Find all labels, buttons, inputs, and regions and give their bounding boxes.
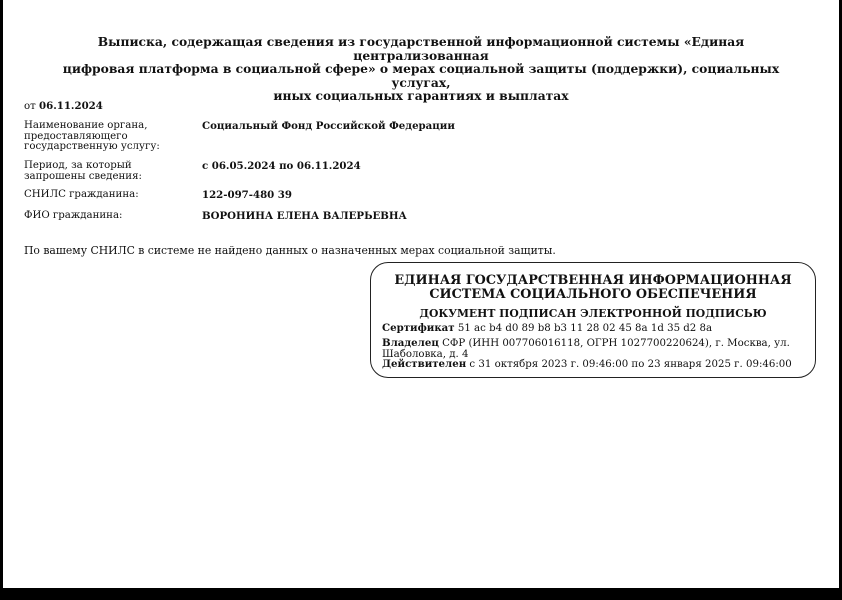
- stamp-certificate: [382, 323, 792, 334]
- date-value: 06.11.2024: [39, 100, 103, 112]
- field-label-period: Период, за который запрошены сведения:: [24, 160, 142, 182]
- title-line: Выписка, содержащая сведения из государственной информационной системы «Единая централизованная: [97, 34, 745, 63]
- document-date: [24, 100, 103, 112]
- owner-value: СФР (ИНН 007706016118, ОГРН 1027700220624), г. Москва, ул. Шаболовка, д. 4: [382, 338, 790, 360]
- field-value-agency: Социальный Фонд Российской Федерации: [202, 120, 455, 132]
- title-line: иных социальных гарантиях и выплатах: [273, 88, 569, 103]
- stamp-title-line: ЕДИНАЯ ГОСУДАРСТВЕННАЯ ИНФОРМАЦИОННАЯ: [394, 273, 792, 288]
- field-value-period: с 06.05.2024 по 06.11.2024: [202, 160, 361, 172]
- document-title: [33, 35, 809, 103]
- stamp-title: [371, 274, 815, 302]
- field-value-fio: ВОРОНИНА ЕЛЕНА ВАЛЕРЬЕВНА: [202, 210, 407, 222]
- notice-text: По вашему СНИЛС в системе не найдено данных о назначенных мерах социальной защиты.: [24, 244, 556, 257]
- stamp-owner: [382, 338, 792, 360]
- field-value-snils: 122-097-480 39: [202, 189, 292, 201]
- owner-label: Владелец: [382, 337, 439, 349]
- stamp-validity: [382, 359, 792, 370]
- stamp-title-line: СИСТЕМА СОЦИАЛЬНОГО ОБЕСПЕЧЕНИЯ: [429, 287, 757, 302]
- title-line: цифровая платформа в социальной сфере» о мерах социальной защиты (поддержки), социальных услугах,: [62, 61, 780, 90]
- field-label-fio: ФИО гражданина:: [24, 210, 123, 221]
- document-page: [3, 0, 839, 588]
- field-label-agency: Наименование органа, предоставляющего государственную услугу:: [24, 120, 160, 152]
- certificate-label: Сертификат: [382, 322, 455, 334]
- field-label-snils: СНИЛС гражданина:: [24, 189, 139, 200]
- stamp-subtitle: ДОКУМЕНТ ПОДПИСАН ЭЛЕКТРОННОЙ ПОДПИСЬЮ: [419, 307, 767, 320]
- validity-value: с 31 октября 2023 г. 09:46:00 по 23 января 2025 г. 09:46:00: [469, 359, 792, 370]
- certificate-value: 51 ac b4 d0 89 b8 b3 11 28 02 45 8a 1d 35 d2 8a: [457, 323, 713, 334]
- validity-label: Действителен: [382, 358, 467, 370]
- signature-stamp: [370, 262, 816, 378]
- date-prefix: от: [24, 101, 36, 112]
